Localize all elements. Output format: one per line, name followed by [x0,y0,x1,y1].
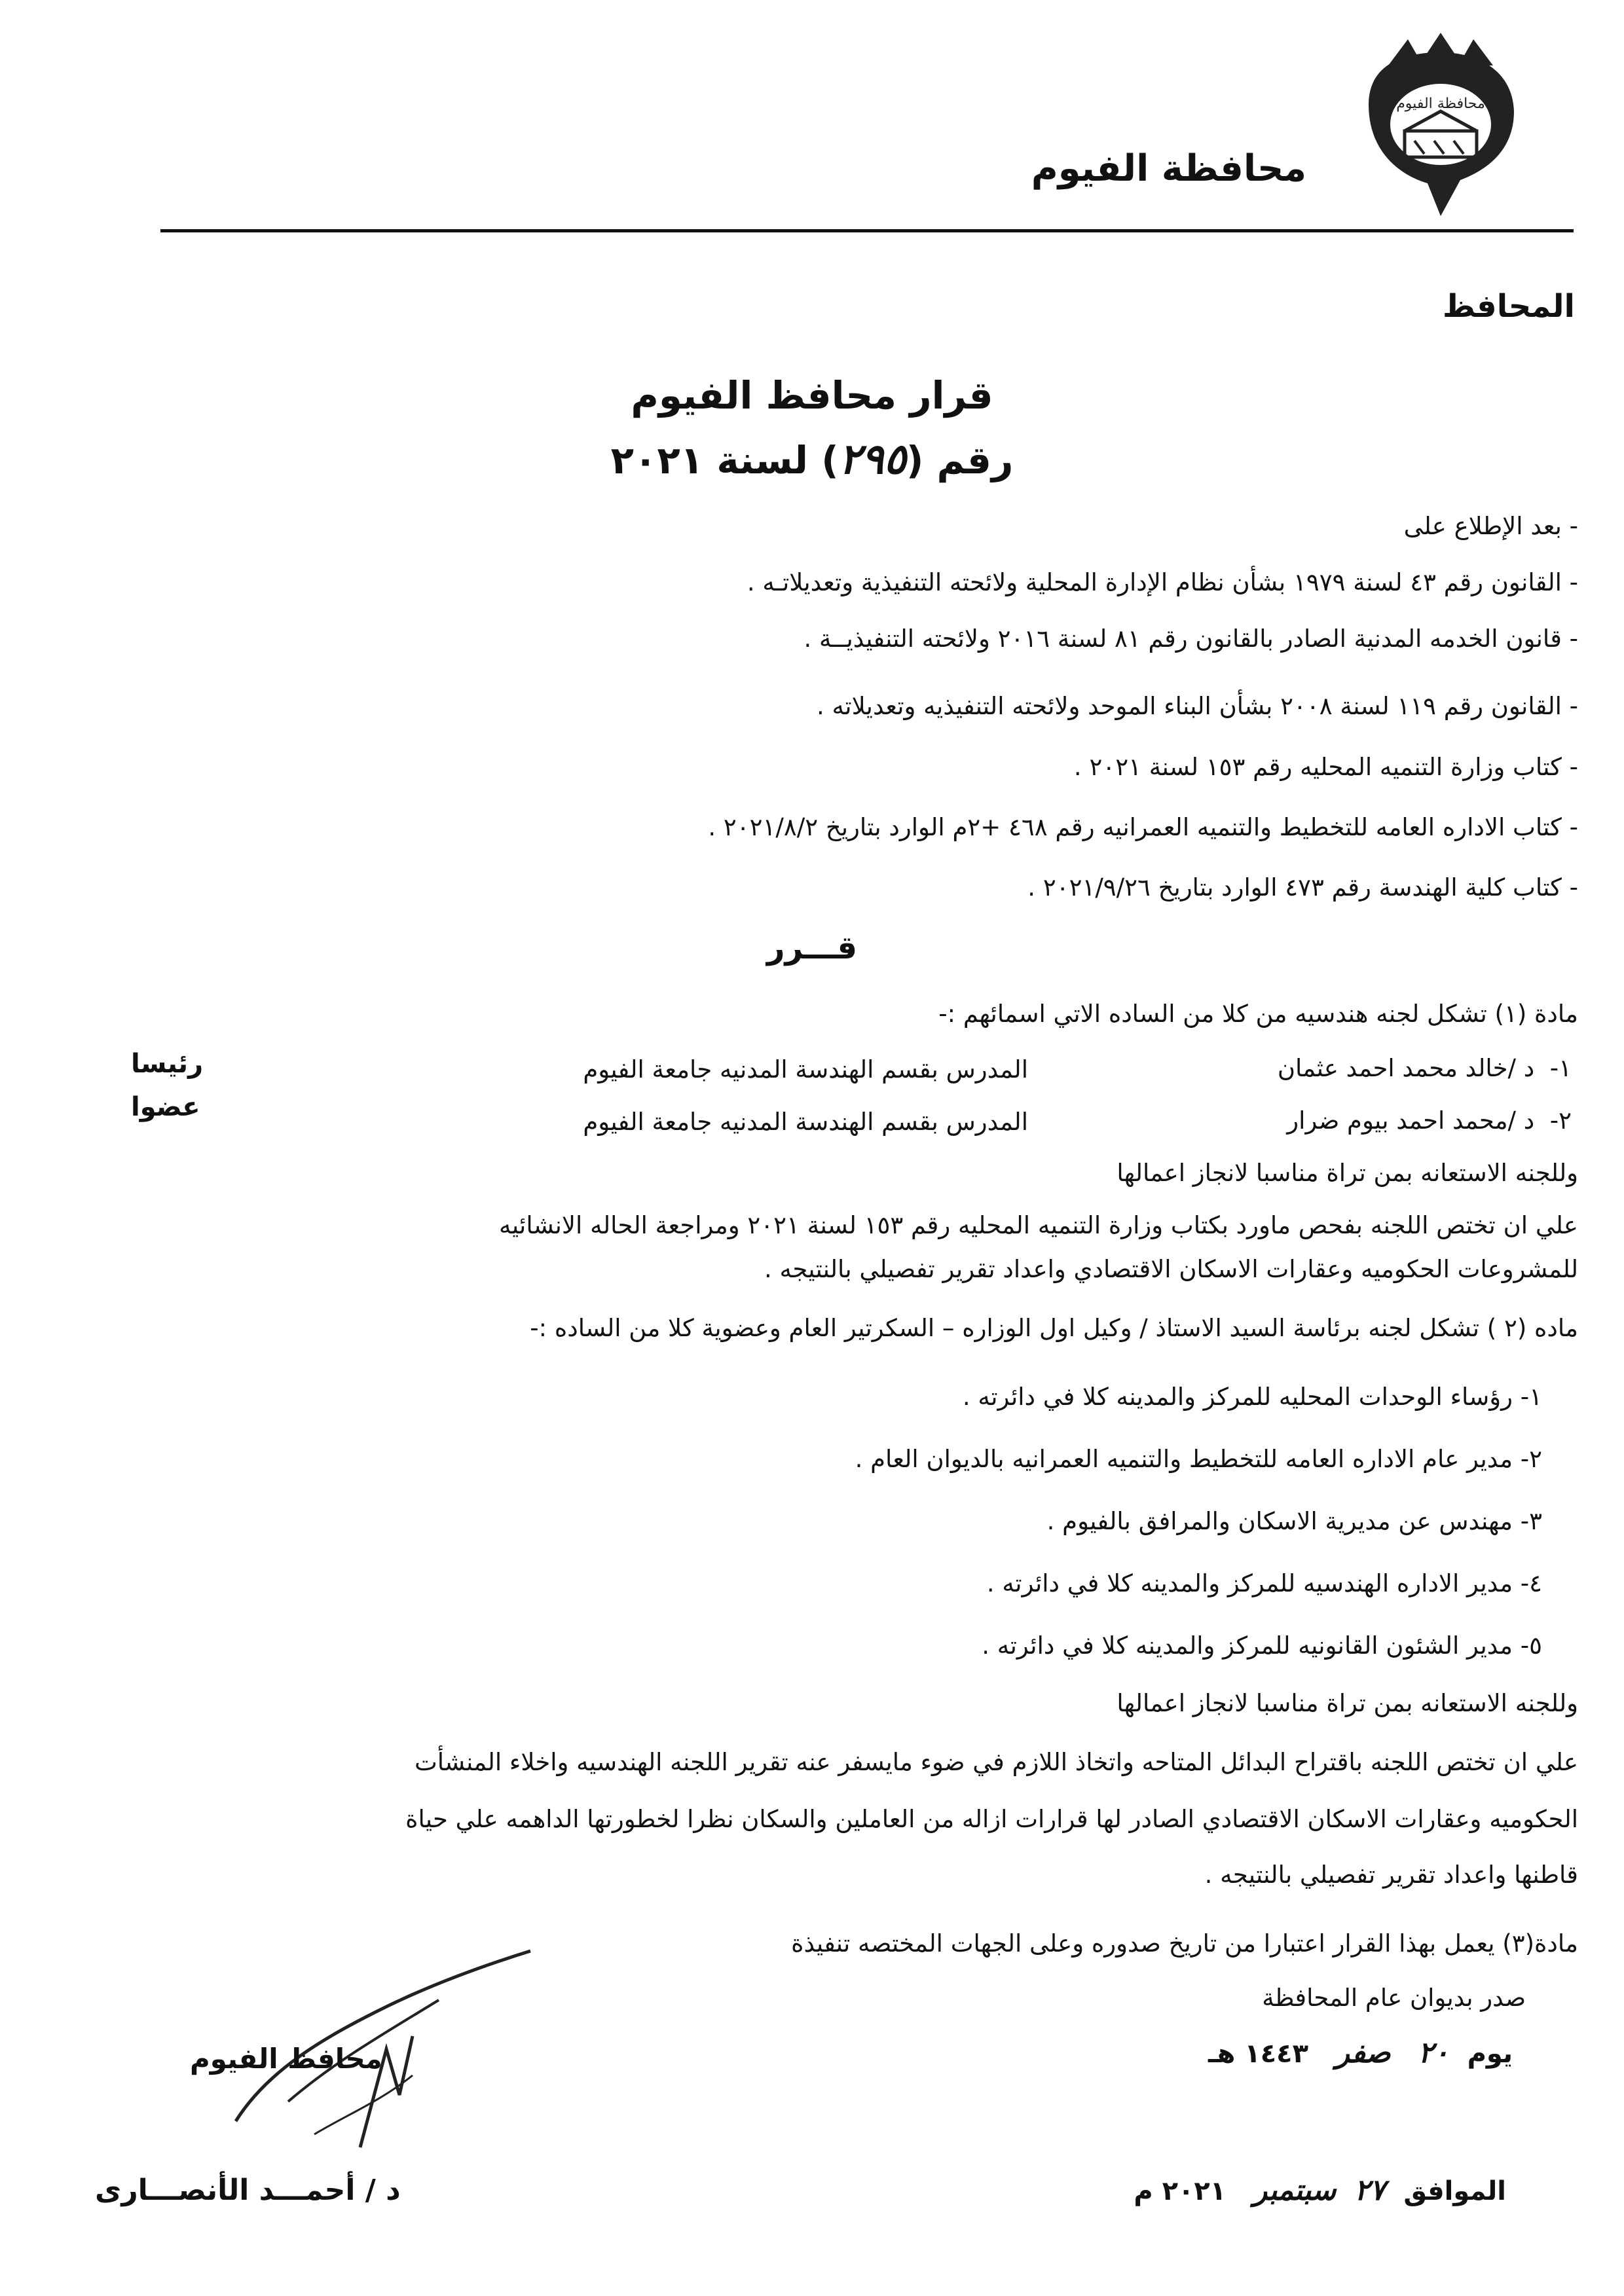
article2-member: ٣- مهندس عن مديرية الاسكان والمرافق بالفيوم . [1046,1507,1542,1535]
hijri-year: ١٤٤٣ هـ [1208,2039,1308,2069]
article2-member: ٢- مدير عام الاداره العامه للتخطيط والتنميه العمرانيه بالديوان العام . [855,1445,1542,1473]
hijri-day-label: يوم [1467,2039,1513,2069]
gregorian-day-handwritten: ٢٧ [1354,2174,1386,2207]
hijri-day-handwritten: ٢٠ [1418,2036,1449,2069]
article2-task-line: قاطنها واعداد تقرير تفصيلي بالنتيجه . [1204,1861,1578,1889]
gregorian-date [1134,2174,1506,2207]
article1-member-1 [1278,1054,1572,1082]
member-name: د /محمد احمد بيوم ضرار [1287,1106,1535,1135]
preamble-line: - كتاب كلية الهندسة رقم ٤٧٣ الوارد بتاريخ ٢٠٢١/٩/٢٦ . [1027,873,1578,902]
decree-number-prefix: رقم ( [906,438,1014,483]
decree-number-handwritten: ٢٩٥ [838,435,906,484]
article2-task-line: علي ان تختص اللجنه باقتراح البدائل المتاحه واتخاذ اللازم في ضوء مايسفر عنه تقرير اللجنه الهندسيه واخلاء المنشأت [414,1748,1578,1776]
preamble-line: - قانون الخدمه المدنية الصادر بالقانون رقم ٨١ لسنة ٢٠١٦ ولائحته التنفيذيــة . [803,625,1578,653]
decree-title: قرار محافظ الفيوم [631,373,993,418]
article2-member: ١- رؤساء الوحدات المحليه للمركز والمدينه كلا في دائرته . [962,1383,1542,1411]
decree-number [0,435,1624,484]
logo-text: محافظة الفيوم [1396,96,1485,112]
preamble-line: - كتاب الاداره العامه للتخطيط والتنميه العمرانيه رقم ٤٦٨ +٢م الوارد بتاريخ ٢٠٢١/٨/٢ . [708,813,1578,841]
article2-intro: ماده (٢ ) تشكل لجنه برئاسة السيد الاستاذ / وكيل اول الوزاره – السكرتير العام وعضوية كلا من الساده :- [530,1314,1578,1342]
member-role: عضوا [131,1092,200,1122]
article1-member-2 [1287,1106,1572,1135]
hijri-month-handwritten: صفر [1335,2036,1391,2069]
preamble-line: - بعد الإطلاع على [1403,512,1578,540]
article2-member: ٤- مدير الاداره الهندسيه للمركز والمدينه كلا في دائرته . [986,1569,1542,1597]
member-number: ١- [1549,1054,1572,1082]
preamble-line: - كتاب وزارة التنميه المحليه رقم ١٥٣ لسنة ٢٠٢١ . [1073,753,1578,781]
gregorian-month-handwritten: سبتمبر [1253,2174,1337,2207]
issued-at: صدر بديوان عام المحافظة [1262,1984,1526,2012]
member-position: المدرس بقسم الهندسة المدنيه جامعة الفيوم [583,1108,1028,1136]
member-position: المدرس بقسم الهندسة المدنيه جامعة الفيوم [583,1055,1028,1084]
article1-task-line: علي ان تختص اللجنه بفحص ماورد بكتاب وزارة التنميه المحليه رقم ١٥٣ لسنة ٢٠٢١ ومراجعة الحاله الانشائيه [499,1211,1578,1239]
member-role: رئيسا [131,1049,204,1079]
signatory-title: محافظ الفيوم [190,2043,382,2075]
signatory-name: د / أحمـــد الأنصـــارى [95,2174,401,2207]
gregorian-label: الموافق [1403,2176,1506,2206]
gregorian-year: ٢٠٢١ م [1134,2176,1227,2206]
article3: مادة(٣) يعمل بهذا القرار اعتبارا من تاريخ صدوره وعلى الجهات المختصه تنفيذة [791,1929,1578,1958]
decree-number-suffix: ) لسنة ٢٠٢١ [610,438,839,483]
article1-assist: وللجنه الاستعانه بمن تراة مناسبا لانجاز اعمالها [1116,1159,1578,1187]
article1-task-line: للمشروعات الحكوميه وعقارات الاسكان الاقتصادي واعداد تقرير تفصيلي بالنتيجه . [764,1255,1578,1283]
article2-assist: وللجنه الاستعانه بمن تراة مناسبا لانجاز اعمالها [1116,1689,1578,1717]
hijri-date [1208,2036,1513,2069]
article2-task-line: الحكوميه وعقارات الاسكان الاقتصادي الصادر لها قرارات ازاله من العاملين والسكان نظرا لخطورتها الداهمه علي حياة [405,1805,1578,1833]
member-number: ٢- [1549,1106,1572,1135]
article2-member: ٥- مدير الشئون القانونيه للمركز والمدينه كلا في دائرته . [982,1631,1542,1660]
office-label: المحافظ [1442,288,1575,325]
member-name: د /خالد محمد احمد عثمان [1277,1054,1535,1082]
preamble-line: - القانون رقم ١١٩ لسنة ٢٠٠٨ بشأن البناء الموحد ولائحته التنفيذيه وتعديلاته . [816,692,1578,720]
article1-intro: مادة (١) تشكل لجنه هندسيه من كلا من الساده الاتي اسمائهم :- [938,1000,1578,1028]
decided-heading: قـــرر [766,930,858,966]
fayoum-governorate-seal-icon [1342,26,1539,223]
preamble-line: - القانون رقم ٤٣ لسنة ١٩٧٩ بشأن نظام الإدارة المحلية ولائحته التنفيذية وتعديلاتـه . [747,568,1578,596]
governorate-name: محافظة الفيوم [1031,147,1306,190]
header-divider [160,229,1574,232]
